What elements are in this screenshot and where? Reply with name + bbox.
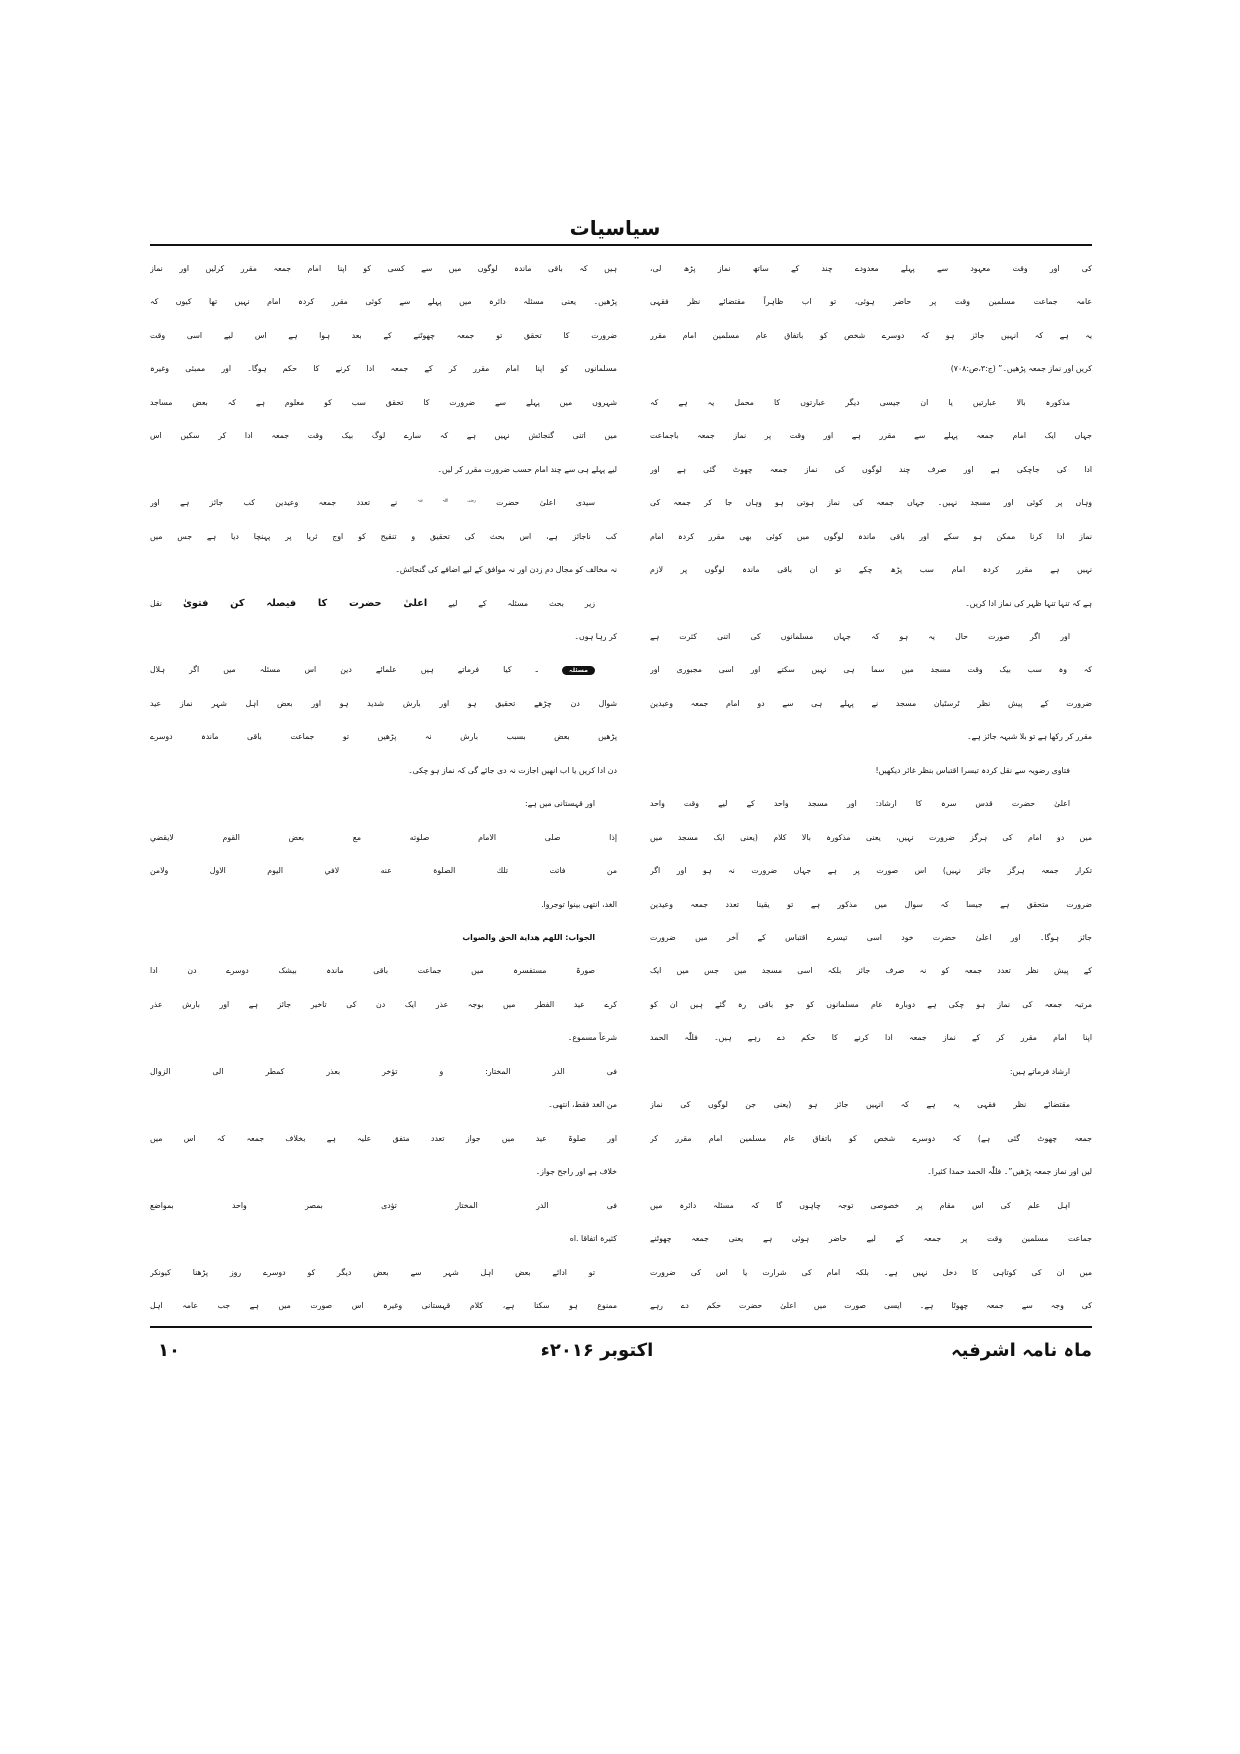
body-text-line — [150, 687, 617, 720]
line-text: نماز ادا کرنا ممکن ہو سکے اور باقی ماندہ لوگوں میں کوئی بھی مقرر کردہ امام — [650, 531, 1092, 541]
body-text-line — [650, 486, 1092, 519]
body-text-line — [150, 954, 617, 987]
body-text-line — [650, 386, 1092, 419]
body-text-line — [650, 553, 1092, 586]
body-text-line — [650, 720, 1092, 753]
body-text-line — [150, 1021, 617, 1054]
line-text: میں اتنی گنجائش نہیں ہے کہ سارے لوگ بیک وقت جمعہ ادا کر سکیں اس — [150, 431, 617, 441]
body-text-line — [150, 1122, 617, 1155]
arabic-text: فی الدر المختار تؤدی بمصر واحد بمواضع — [150, 1200, 617, 1210]
body-text-line — [650, 520, 1092, 553]
line-text: ضرورت کے پیش نظر ٹرسٹیان مسجد نے پہلے ہی سے دو امام جمعہ وعیدین — [650, 698, 1092, 708]
body-text-line — [650, 1088, 1092, 1121]
line-text: ہے کہ تنہا تنہا ظہر کی نماز ادا کریں۔ — [965, 598, 1092, 608]
line-text: شوال دن چڑھے تحقیق ہو اور بارش شدید ہو اور بعض اہل شہر نماز عید — [150, 698, 617, 708]
body-text-line — [650, 754, 1092, 787]
arabic-quote-line — [150, 854, 617, 887]
line-text: ـ کیا فرماتے ہیں علمائے دین اس مسئلہ میں اگر ہلال — [150, 665, 538, 675]
line-text: میں دو امام کی ہرگز ضرورت نہیں، یعنی مذکورہ بالا کلام (یعنی ایک مسجد میں — [650, 832, 1092, 842]
arabic-quote-line — [150, 1088, 617, 1121]
line-text: ممنوع ہو سکتا ہے، کلام قہستانی وغیرہ اس صورت میں ہے جب عامہ اہل — [150, 1300, 617, 1310]
body-text-line — [650, 1155, 1092, 1188]
arabic-text: الغد، انتهى بينوا توجروا. — [541, 899, 617, 909]
line-text: مقرر کر رکھا ہے تو بلا شبہہ جائز ہے۔ — [966, 732, 1092, 742]
body-text-line — [650, 252, 1092, 285]
line-text: پڑھیں بعض بسبب بارش نہ پڑھیں تو جماعت باقی ماندہ دوسرے — [150, 732, 617, 742]
line-text: اور صلوۃ عید میں جواز تعدد متفق علیہ ہے بخلاف جمعہ کہ اس میں — [150, 1133, 617, 1143]
body-text-line — [150, 988, 617, 1021]
body-text-line — [150, 587, 617, 620]
line-text: دن ادا کریں یا اب انھیں اجازت نہ دی جائے گی کہ نماز ہو چکی۔ — [408, 765, 617, 775]
body-text-line — [650, 854, 1092, 887]
line-text: کی اور وقت معہود سے پہلے معدودے چند کے ساتھ نماز پڑھ لی، — [650, 264, 1092, 273]
arabic-text: كثيرة اتفاقا .اه — [569, 1234, 617, 1244]
right-text-column — [650, 0, 1092, 1754]
line-text: شرعاً مسموع۔ — [567, 1033, 617, 1043]
section-title: سیاسیات — [569, 216, 661, 240]
line-text: کب ناجائز ہے، اس بحث کی تحقیق و تنقیح کو اوج ثریا پر پہنچا دیا ہے جس میں — [150, 531, 617, 541]
body-text-line — [650, 1021, 1092, 1054]
line-text: شہروں میں پہلے سے ضرورت کا تحقق سب کو معلوم ہے کہ بعض مساجد — [150, 397, 617, 407]
footer-rule — [150, 1326, 1092, 1328]
line-text: کہ وہ سب بیک وقت مسجد میں سما ہی نہیں سکتے اور اسی مجبوری اور — [650, 665, 1092, 675]
line-text: کر رہا ہوں۔ — [574, 631, 617, 641]
body-text-line — [150, 1289, 617, 1322]
body-text-line — [150, 352, 617, 385]
body-text-line — [650, 954, 1092, 987]
emphasis-text: اعلیٰ حضرت کا فیصلہ کن فتویٰ — [182, 597, 428, 609]
body-text-line — [150, 419, 617, 452]
line-text: نہ مخالف کو مجال دم زدن اور نہ موافق کے لیے اضافے کی گنجائش۔ — [395, 565, 617, 575]
body-text-line — [650, 888, 1092, 921]
arabic-text: إذا صلى الامام صلوته مع بعض القوم لايقضي — [150, 832, 617, 842]
body-text-line — [150, 787, 617, 820]
body-text-line — [650, 1055, 1092, 1088]
body-text-line — [650, 1256, 1092, 1289]
line-text: کے پیش نظر تعدد جمعہ کو نہ صرف جائز بلکہ اسی مسجد میں جس میں ایک — [650, 966, 1092, 976]
body-text-line — [650, 687, 1092, 720]
line-text: ضرورت متحقق ہے جیسا کہ سوال میں مذکور ہے تو یقینا تعدد جمعہ وعیدین — [650, 899, 1092, 909]
body-text-line — [650, 921, 1092, 954]
masala-badge: مسئلہ — [562, 666, 595, 675]
line-text: اور قہستانی میں ہے: — [524, 799, 595, 809]
body-text-line — [150, 285, 617, 318]
arabic-quote-line — [150, 1055, 617, 1088]
arabic-quote-line — [150, 821, 617, 854]
line-text: مرتبہ جمعہ کی نماز ہو چکی ہے دوبارہ عام مسلمانوں کو جو باقی رہ گئے ہیں ان کو — [650, 999, 1092, 1009]
arabic-text: من فاتت تلك الصلوة عنه لافي اليوم الاول ولامن — [150, 866, 617, 876]
body-text-line — [150, 1256, 617, 1289]
magazine-name: ماہ نامہ اشرفیہ — [951, 1340, 1092, 1361]
body-text-line — [650, 821, 1092, 854]
line-text: وہاں پر کوئی اور مسجد نہیں۔ جہاں جمعہ کی نماز ہوتی ہو وہاں جا کر جمعہ کی — [650, 498, 1092, 508]
line-text: اعلیٰ حضرت قدس سرہ کا ارشاد: اور مسجد واحد کے لیے وقت واحد — [650, 799, 1070, 809]
body-text-line — [150, 653, 617, 686]
line-text: مسلمانوں کو اپنا امام مقرر کر کے جمعہ ادا کرنے کا حکم ہوگا۔ اور ممبئی وغیرہ — [150, 364, 617, 374]
heading-text: الجواب: اللهم هداية الحق والصواب — [462, 933, 595, 942]
line-text: کریں اور نماز جمعہ پڑھیں۔” (ج:۳،ص:۷۰۸) — [950, 364, 1092, 374]
body-text-line — [650, 1189, 1092, 1222]
body-text-line — [650, 1122, 1092, 1155]
body-text-line — [150, 386, 617, 419]
line-text: اور اگر صورت حال یہ ہو کہ جہاں مسلمانوں کی اتنی کثرت ہے — [650, 631, 1070, 641]
body-text-line — [150, 1155, 617, 1188]
line-text: نہیں ہے مقرر کردہ امام سب پڑھ چکے تو ان باقی ماندہ لوگوں پر لازم — [650, 565, 1092, 575]
line-text: صورۃ مستفسرہ میں جماعت باقی ماندہ بیشک دوسرے دن ادا — [150, 966, 595, 976]
line-text: لیں اور نماز جمعہ پڑھیں”۔ فللّٰہ الحمد حمدا کثیرا۔ — [927, 1167, 1092, 1177]
body-text-line — [150, 720, 617, 753]
line-text: ارشاد فرماتے ہیں: — [1009, 1066, 1070, 1076]
line-text: اہل علم کی اس مقام پر خصوصی توجہ چاہوں گا کہ مسئلہ دائرہ میں — [650, 1200, 1070, 1210]
line-text: یہ ہے کہ انہیں جائز ہو کہ دوسرے شخص کو باتفاق عام مسلمین امام مقرر — [650, 330, 1092, 340]
body-text-line — [650, 352, 1092, 385]
body-text-line — [650, 653, 1092, 686]
arabic-quote-line — [150, 1189, 617, 1222]
body-text-line — [150, 453, 617, 486]
line-text: عامہ جماعت مسلمین وقت پر حاضر ہوئی، تو اب ظاہراً مقتضائے نظر فقہی — [650, 297, 1092, 307]
line-text: جماعت مسلمین وقت پر جمعہ کے لیے حاضر ہوئی ہے یعنی جمعہ چھوٹنے — [650, 1234, 1092, 1244]
body-text-line — [150, 319, 617, 352]
line-text: ضرورت کا تحقق تو جمعہ چھوٹنے کے بعد ہوا ہے اس لیے اسی وقت — [150, 330, 617, 340]
line-text: میں ان کی کوتاہی کا دخل نہیں ہے۔ بلکہ امام کی شرارت یا اس کی ضرورت — [650, 1267, 1092, 1277]
line-text: فتاوی رضویہ سے نقل کردہ تیسرا اقتباس بنظر غائر دیکھیں! — [875, 765, 1070, 775]
line-text: جائز ہوگا۔ اور اعلیٰ حضرت خود اسی تیسرے اقتباس کے آخر میں ضرورت — [650, 933, 1092, 942]
body-text-line — [650, 787, 1092, 820]
line-text: کرے عید الفطر میں بوجہ عذر ایک دن کی تاخیر جائز ہے اور بارش عذر — [150, 999, 617, 1009]
body-text-line — [150, 252, 617, 285]
body-text-line — [650, 285, 1092, 318]
line-text: زیر بحث مسئلہ کے لیے — [448, 598, 596, 608]
body-text-line — [650, 1222, 1092, 1255]
body-text-line — [650, 453, 1092, 486]
line-text: لیے پہلے ہی سے چند امام حسب ضرورت مقرر کر لیں۔ — [437, 464, 617, 474]
line-text: تو ادائے بعض اہل شہر سے بعض دیگر کو دوسرے روز پڑھنا کیونکر — [150, 1267, 595, 1277]
body-text-line — [150, 754, 617, 787]
body-text-line — [650, 1289, 1092, 1322]
page-number: ۱۰ — [158, 1340, 180, 1361]
line-text: جمعہ چھوٹ گئی ہے) کہ دوسرے شخص کو باتفاق عام مسلمین امام مقرر کر — [650, 1133, 1092, 1143]
arabic-text: فی الدر المختار: و تؤخر بعذر كمطر الى الزوال — [150, 1066, 617, 1076]
left-text-column — [150, 0, 617, 1754]
line-text: پڑھیں۔ یعنی مسئلہ دائرہ میں پہلے سے کوئی مقرر کردہ امام نہیں تھا کیوں کہ — [150, 297, 617, 307]
body-text-line — [150, 553, 617, 586]
line-text: ہیں کہ باقی ماندہ لوگوں میں سے کسی کو اپنا امام جمعہ مقرر کرلیں اور نماز — [150, 264, 617, 273]
body-text-line — [650, 587, 1092, 620]
body-text-line — [650, 620, 1092, 653]
issue-date: اکتوبر ۲۰۱۶ء — [540, 1340, 654, 1361]
line-text: سیدی اعلیٰ حضرت — [496, 498, 596, 508]
line-text: جہاں ایک امام جمعہ پہلے سے مقرر ہے اور وقت پر نماز جمعہ باجماعت — [650, 431, 1092, 441]
body-text-line — [150, 520, 617, 553]
line-text: نقل — [150, 598, 163, 608]
body-text-line — [150, 486, 617, 519]
line-text: ادا کی جاچکی ہے اور صرف چند لوگوں کی نماز جمعہ چھوٹ گئی ہے اور — [650, 464, 1092, 474]
answer-heading — [150, 921, 617, 954]
arabic-quote-line — [150, 888, 617, 921]
line-text: مقتضائے نظر فقہی یہ ہے کہ انہیں جائز ہو (یعنی جن لوگوں کی نماز — [650, 1100, 1070, 1110]
body-text-line — [650, 419, 1092, 452]
line-text: کی وجہ سے جمعہ چھوٹا ہے۔ ایسی صورت میں اعلیٰ حضرت حکم دے رہے — [650, 1300, 1092, 1310]
line-text: خلاف ہے اور راجح جواز۔ — [535, 1167, 617, 1177]
arabic-text: من الغد فقط، انتهى۔ — [548, 1100, 617, 1110]
line-text: نے تعدد جمعہ وعیدین کب جائز ہے اور — [150, 498, 398, 508]
line-text: مذکورہ بالا عبارتیں یا ان جیسی دیگر عبارتوں کا محمل یہ ہے کہ — [650, 397, 1070, 407]
honorific-text: رضی اللہ عنہ — [417, 497, 476, 503]
body-text-line — [650, 988, 1092, 1021]
body-text-line — [150, 620, 617, 653]
line-text: اپنا امام مقرر کر کے نماز جمعہ ادا کرنے کا حکم دے رہے ہیں۔ فللّٰہ الحمد — [650, 1033, 1092, 1043]
body-text-line — [650, 319, 1092, 352]
arabic-quote-line — [150, 1222, 617, 1255]
line-text: تکرار جمعہ ہرگز جائز نہیں) اس صورت پر ہے جہاں ضرورت نہ ہو اور اگر — [650, 866, 1092, 876]
